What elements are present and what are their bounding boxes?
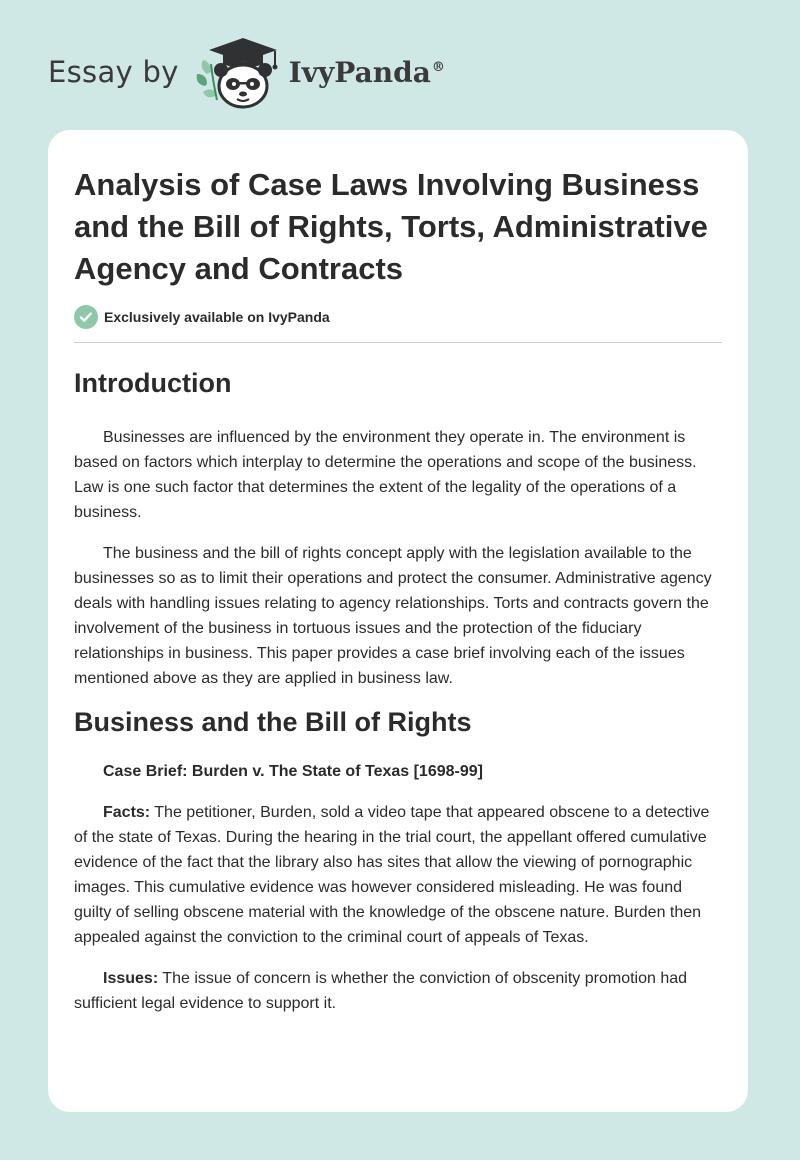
issues-text: The issue of concern is whether the conviction of obscenity promotion had sufficient legal evidence to support it. — [74, 970, 688, 1012]
exclusive-badge-label: Exclusively available on IvyPanda — [104, 309, 330, 325]
facts-label: Facts: — [103, 804, 151, 821]
facts-text: The petitioner, Burden, sold a video tape that appeared obscene to a detective of the state of Texas. During the hearing in the trial court, the appellant offered cumulative evidence of the fact that the library also has sites that allow the viewing of pornographic images. This cumulative evidence was however considered misleading. He was found guilty of selling obscene material with the knowledge of the obscene nature. Burden then appealed against the conviction to the criminal court of appeals of Texas. — [74, 804, 710, 946]
paragraph: Businesses are influenced by the environment they operate in. The environment is based on factors which interplay to determine the operations and scope of the business. Law is one such factor that determines the extent of the legality of the operations of a business. — [74, 429, 697, 521]
article-card — [48, 130, 748, 1112]
case-brief-title: Case Brief: Burden v. The State of Texas [1698-99] — [103, 763, 483, 780]
section-heading-bill-of-rights: Business and the Bill of Rights — [74, 707, 472, 737]
paragraph: The business and the bill of rights concept apply with the legislation available to the businesses so as to limit their operations and protect the consumer. Administrative agency deals with handling issues relating to agency relationships. Torts and contracts govern the involvement of the business in tortuous issues and the protection of the fiduciary relationships in business. This paper provides a case brief involving each of the issues mentioned above as they are applied in business law. — [74, 545, 712, 687]
exclusive-badge — [74, 305, 722, 329]
brand-header — [48, 34, 445, 110]
panda-graduate-icon — [193, 34, 285, 110]
section-heading-introduction: Introduction — [74, 368, 232, 398]
issues-label: Issues: — [103, 970, 159, 987]
article-title: Analysis of Case Laws Involving Business and the Bill of Rights, Torts, Administrative Agency and Contracts — [74, 167, 708, 286]
issues-paragraph — [74, 966, 722, 1016]
brand-name: IvyPanda® — [288, 55, 445, 89]
facts-paragraph — [74, 800, 722, 950]
brand-prefix: Essay by — [48, 55, 179, 89]
check-circle-icon — [74, 305, 98, 329]
divider — [74, 342, 722, 343]
registered-mark: ® — [431, 60, 445, 76]
